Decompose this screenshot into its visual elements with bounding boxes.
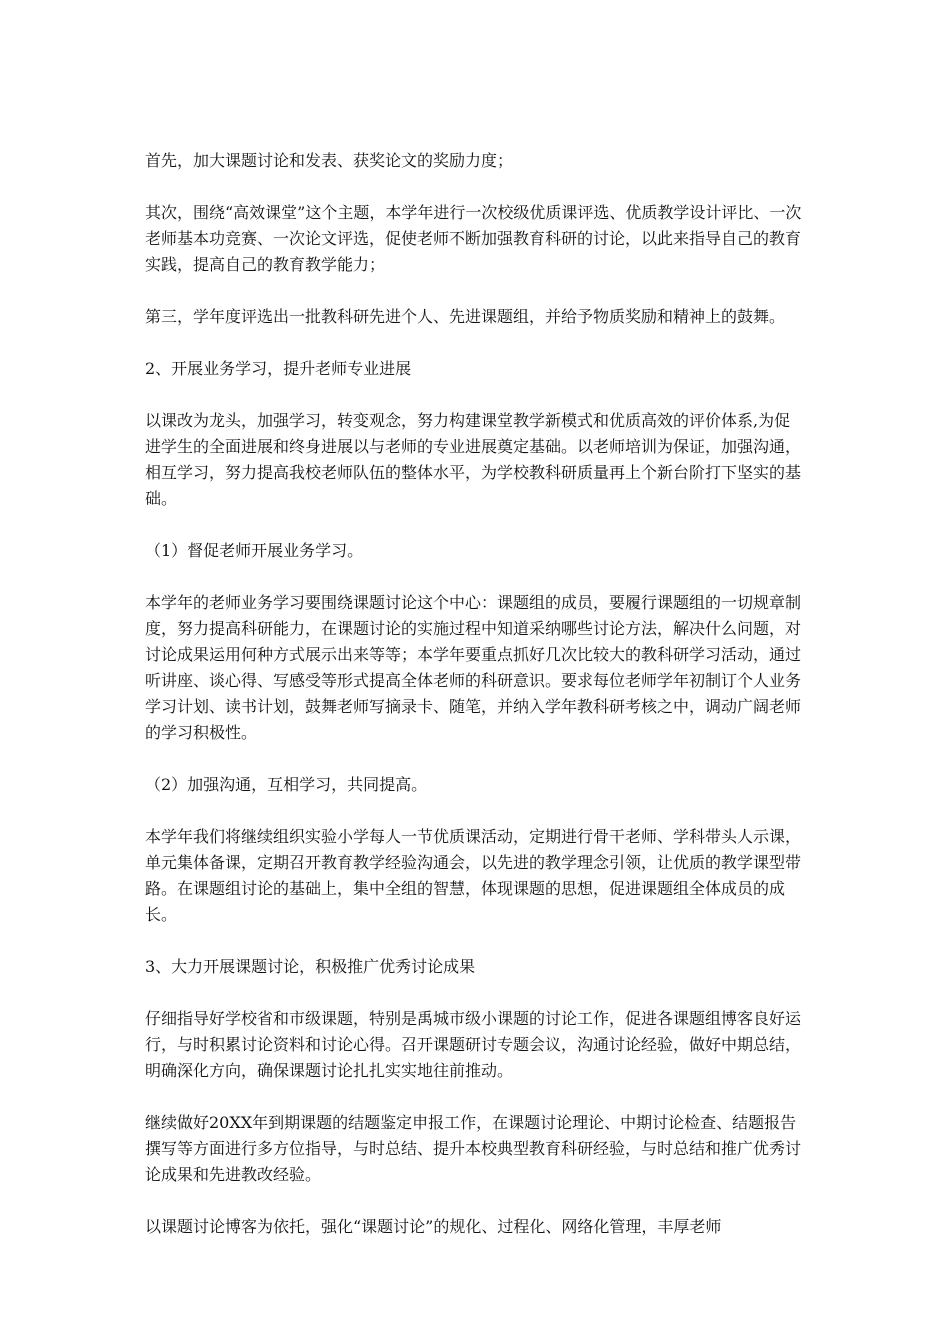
paragraph-quality-lessons: 本学年我们将继续组织实验小学每人一节优质课活动，定期进行骨干老师、学科带头人示课，单元集体备课，定期召开教育教学经验沟通会，以先进的教学理念引领，让优质的教学课型带路。在课题组讨论的基础上，集中全组的智慧，体现课题的思想，促进课题组全体成员的成长。 [145,827,802,924]
section-heading-3: 3、大力开展课题讨论，积极推广优秀讨论成果 [145,957,476,976]
subheading-2: （2）加强沟通，互相学习，共同提高。 [145,775,428,794]
paragraph-guide-projects: 仔细指导好学校省和市级课题，特别是禹城市级小课题的讨论工作，促进各课题组博客良好运行，与时积累讨论资料和讨论心得。召开课题研讨专题会议，沟通讨论经验，做好中期总结，明确深化方向，确保课题讨论扎扎实实地往前推动。 [145,1009,802,1080]
paragraph-teacher-study: 本学年的老师业务学习要围绕课题讨论这个中心：课题组的成员，要履行课题组的一切规章制度，努力提高科研能力，在课题讨论的实施过程中知道采纳哪些讨论方法，解决什么问题，对讨论成果运用何种方式展示出来等等；本学年要重点抓好几次比较大的教科研学习活动，通过听讲座、谈心得、写感受等形式提高全体老师的科研意识。要求每位老师学年初制订个人业务学习计划、读书计划，鼓舞老师写摘录卡、随笔，并纳入学年教科研考核之中，调动广阔老师的学习积极性。 [145,593,802,742]
paragraph-second-efficient-class: 其次，围绕“高效课堂”这个主题，本学年进行一次校级优质课评选、优质教学设计评比、一次老师基本功竞赛、一次论文评选，促使老师不断加强教育科研的讨论，以此来指导自己的教育实践，提高自己的教育教学能力； [145,203,802,274]
subheading-1: （1）督促老师开展业务学习。 [145,541,364,560]
paragraph-third-selection: 第三，学年度评选出一批教科研先进个人、先进课题组，并给予物质奖励和精神上的鼓舞。 [145,307,786,326]
document-body [145,148,805,1266]
paragraph-conclusion-work: 继续做好20XX年到期课题的结题鉴定申报工作，在课题讨论理论、中期讨论检查、结题报告撰写等方面进行多方位指导，与时总结、提升本校典型教育科研经验，与时总结和推广优秀讨论成果和先进教改经验。 [145,1113,802,1184]
paragraph-first-reward: 首先，加大课题讨论和发表、获奖论文的奖励力度； [145,151,514,170]
paragraph-curriculum-reform: 以课改为龙头，加强学习，转变观念，努力构建课堂教学新模式和优质高效的评价体系,为促进学生的全面进展和终身进展以与老师的专业进展奠定基础。以老师培训为保证，加强沟通，相互学习，努力提高我校老师队伍的整体水平，为学校教科研质量再上个新台阶打下坚实的基础。 [145,411,802,508]
paragraph-blog-management: 以课题讨论博客为依托，强化“课题讨论”的规化、过程化、网络化管理，丰厚老师 [145,1217,722,1236]
section-heading-2: 2、开展业务学习，提升老师专业进展 [145,359,412,378]
